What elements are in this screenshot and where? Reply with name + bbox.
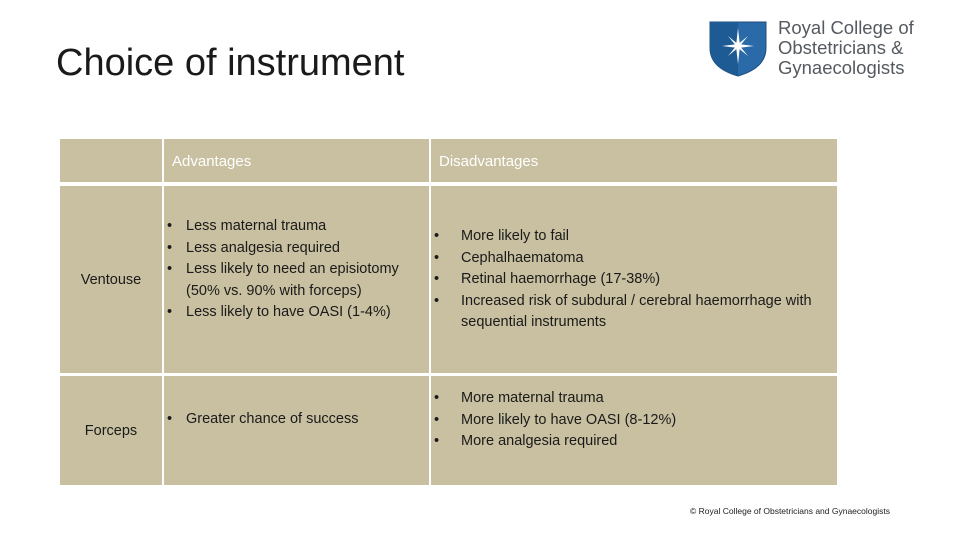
rcog-logo [706,18,936,78]
list-item: • More maternal trauma [431,388,831,410]
row-label-ventouse [60,186,162,373]
forceps-advantages-list [164,409,414,431]
logo-line-1: Royal College of [778,17,914,38]
list-item: • More likely to fail [431,226,831,248]
list-item: • Less likely to need an episiotomy (50% vs. 90% with forceps) [164,259,414,302]
header-advantages-label: Advantages [172,153,252,170]
logo-text [778,18,914,78]
list-item: • Less likely to have OASI (1-4%) [164,302,414,324]
comparison-table [60,139,837,485]
shield-star-icon [706,18,770,78]
row-label-forceps [60,376,162,485]
ventouse-disadvantages-list [431,226,831,334]
forceps-disadvantages-list [431,388,831,453]
list-item: • More analgesia required [431,431,831,453]
logo-line-2: Obstetricians & [778,37,904,58]
list-item: • Greater chance of success [164,409,414,431]
forceps-disadvantages-cell [431,376,837,485]
list-item: • Less maternal trauma [164,216,414,238]
header-empty-cell [60,139,162,182]
header-disadvantages-label: Disadvantages [439,153,539,170]
list-item: • Retinal haemorrhage (17-38%) [431,269,831,291]
copyright-notice: © Royal College of Obstetricians and Gynaecologists [690,506,890,516]
ventouse-advantages-cell [164,186,429,373]
ventouse-disadvantages-cell [431,186,837,373]
list-item: • Cephalhaematoma [431,248,831,270]
forceps-advantages-cell [164,376,429,485]
logo-line-3: Gynaecologists [778,57,905,78]
list-item: • Increased risk of subdural / cerebral haemorrhage with sequential instruments [431,291,831,334]
list-item: • More likely to have OASI (8-12%) [431,410,831,432]
slide-title: Choice of instrument [56,42,405,84]
list-item: • Less analgesia required [164,238,414,260]
ventouse-advantages-list [164,216,414,324]
header-advantages [164,139,429,182]
row-label-text: Ventouse [80,271,142,288]
row-label-text: Forceps [84,422,138,439]
header-disadvantages [431,139,837,182]
